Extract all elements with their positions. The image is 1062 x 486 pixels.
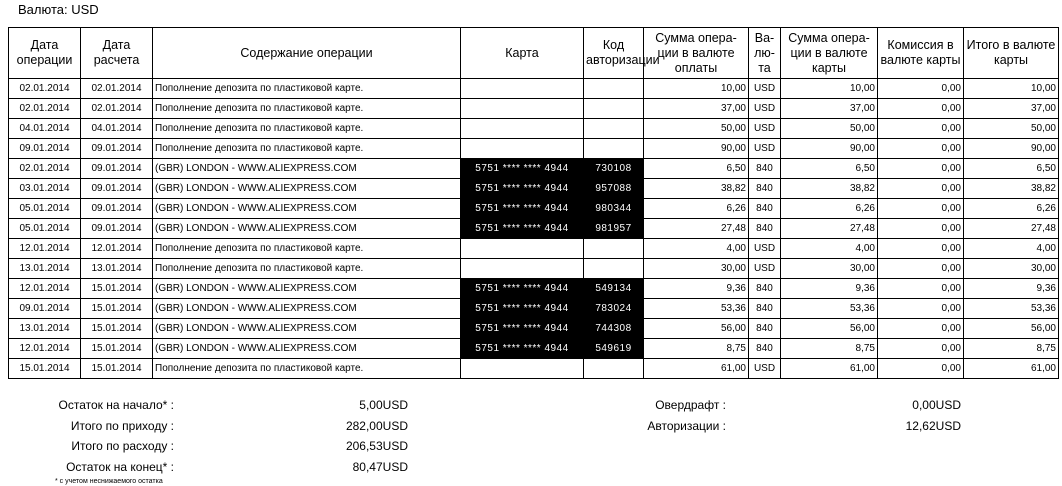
table-row [9,259,1059,279]
table-header-row [9,28,1059,79]
cell-card [461,99,584,119]
cell-currency: USD [749,99,781,119]
cell-op-date: 13.01.2014 [9,259,81,279]
cell-currency: USD [749,79,781,99]
cell-description: (GBR) LONDON - WWW.ALIEXPRESS.COM [153,199,461,219]
summary-right-row [0,416,1062,437]
cell-total: 9,36 [964,279,1059,299]
cell-description: (GBR) LONDON - WWW.ALIEXPRESS.COM [153,339,461,359]
header-description: Содержание операции [153,28,461,79]
cell-description: Пополнение депозита по пластиковой карте. [153,139,461,159]
cell-total: 56,00 [964,319,1059,339]
cell-op-date: 04.01.2014 [9,119,81,139]
cell-fee: 0,00 [878,179,964,199]
summary-left-label: Остаток на начало* : [58,398,174,412]
cell-settle-date: 15.01.2014 [81,359,153,379]
cell-description: Пополнение депозита по пластиковой карте. [153,359,461,379]
cell-total: 8,75 [964,339,1059,359]
cell-settle-date: 15.01.2014 [81,299,153,319]
cell-card: 5751 **** **** 4944 [461,319,584,339]
cell-amount-pay: 9,36 [644,279,749,299]
table-row [9,139,1059,159]
cell-amount-pay: 38,82 [644,179,749,199]
cell-fee: 0,00 [878,119,964,139]
cell-currency: USD [749,259,781,279]
cell-currency: 840 [749,199,781,219]
cell-amount-pay: 50,00 [644,119,749,139]
cell-settle-date: 09.01.2014 [81,199,153,219]
cell-description: (GBR) LONDON - WWW.ALIEXPRESS.COM [153,299,461,319]
cell-card [461,119,584,139]
header-op-date: Дата операции [9,28,81,79]
summary-right-row [0,395,1062,416]
operations-table [8,27,1059,379]
cell-currency: 840 [749,319,781,339]
cell-total: 6,26 [964,199,1059,219]
cell-card: 5751 **** **** 4944 [461,179,584,199]
cell-amount-card: 10,00 [781,79,878,99]
table-row [9,119,1059,139]
cell-amount-card: 53,36 [781,299,878,319]
cell-card [461,259,584,279]
cell-settle-date: 15.01.2014 [81,279,153,299]
cell-total: 27,48 [964,219,1059,239]
summary-right-label: Авторизации : [647,418,726,433]
cell-description: Пополнение депозита по пластиковой карте. [153,119,461,139]
header-currency: Ва-лю-та [749,28,781,79]
cell-settle-date: 09.01.2014 [81,179,153,199]
cell-amount-card: 38,82 [781,179,878,199]
cell-description: (GBR) LONDON - WWW.ALIEXPRESS.COM [153,279,461,299]
cell-currency: 840 [749,219,781,239]
cell-auth-code: 549619 [584,339,644,359]
table-row [9,99,1059,119]
cell-currency: USD [749,119,781,139]
cell-currency: 840 [749,299,781,319]
summary-left-row [0,457,1062,478]
cell-settle-date: 02.01.2014 [81,79,153,99]
cell-auth-code [584,359,644,379]
header-card: Карта [461,28,584,79]
cell-card: 5751 **** **** 4944 [461,339,584,359]
cell-op-date: 15.01.2014 [9,359,81,379]
cell-fee: 0,00 [878,359,964,379]
cell-auth-code: 980344 [584,199,644,219]
cell-amount-card: 6,50 [781,159,878,179]
summary-left-value: 5,00USD [359,398,408,412]
cell-card [461,79,584,99]
cell-amount-pay: 4,00 [644,239,749,259]
cell-currency: 840 [749,339,781,359]
cell-op-date: 03.01.2014 [9,179,81,199]
cell-currency: USD [749,239,781,259]
summary-right-value: 0,00USD [912,398,961,412]
cell-amount-pay: 90,00 [644,139,749,159]
cell-fee: 0,00 [878,339,964,359]
table-row [9,199,1059,219]
cell-total: 61,00 [964,359,1059,379]
cell-amount-pay: 53,36 [644,299,749,319]
cell-fee: 0,00 [878,299,964,319]
cell-auth-code [584,259,644,279]
cell-auth-code: 957088 [584,179,644,199]
cell-amount-pay: 10,00 [644,79,749,99]
cell-op-date: 02.01.2014 [9,159,81,179]
cell-fee: 0,00 [878,139,964,159]
cell-op-date: 12.01.2014 [9,339,81,359]
cell-total: 38,82 [964,179,1059,199]
summary-left-row [0,436,1062,457]
cell-settle-date: 09.01.2014 [81,159,153,179]
cell-card: 5751 **** **** 4944 [461,299,584,319]
table-row [9,359,1059,379]
cell-auth-code: 730108 [584,159,644,179]
table-row [9,339,1059,359]
cell-fee: 0,00 [878,199,964,219]
table-row [9,179,1059,199]
summary-right-label: Овердрафт : [655,398,726,412]
summary-left-label: Итого по расходу : [71,439,174,453]
summary-left-value: 282,00USD [345,418,408,433]
cell-auth-code [584,119,644,139]
cell-description: Пополнение депозита по пластиковой карте. [153,99,461,119]
cell-fee: 0,00 [878,279,964,299]
table-row [9,79,1059,99]
cell-auth-code: 549134 [584,279,644,299]
cell-amount-pay: 6,50 [644,159,749,179]
summary-left-label: Итого по приходу : [70,418,174,433]
cell-fee: 0,00 [878,79,964,99]
cell-amount-card: 30,00 [781,259,878,279]
header-amount-pay: Сумма опера-ции в валюте оплаты [644,28,749,79]
cell-card: 5751 **** **** 4944 [461,219,584,239]
cell-total: 6,50 [964,159,1059,179]
cell-auth-code: 744308 [584,319,644,339]
cell-amount-card: 8,75 [781,339,878,359]
cell-auth-code: 783024 [584,299,644,319]
cell-amount-card: 9,36 [781,279,878,299]
cell-amount-pay: 8,75 [644,339,749,359]
cell-currency: 840 [749,159,781,179]
cell-currency: 840 [749,179,781,199]
cell-description: (GBR) LONDON - WWW.ALIEXPRESS.COM [153,219,461,239]
cell-amount-card: 50,00 [781,119,878,139]
cell-description: (GBR) LONDON - WWW.ALIEXPRESS.COM [153,179,461,199]
cell-amount-card: 4,00 [781,239,878,259]
header-total: Итого в валюте карты [964,28,1059,79]
cell-auth-code [584,139,644,159]
cell-auth-code [584,239,644,259]
cell-op-date: 09.01.2014 [9,139,81,159]
cell-description: Пополнение депозита по пластиковой карте. [153,259,461,279]
cell-total: 37,00 [964,99,1059,119]
cell-total: 10,00 [964,79,1059,99]
cell-op-date: 13.01.2014 [9,319,81,339]
cell-fee: 0,00 [878,259,964,279]
cell-card: 5751 **** **** 4944 [461,199,584,219]
table-row [9,279,1059,299]
cell-description: Пополнение депозита по пластиковой карте. [153,239,461,259]
table-row [9,299,1059,319]
cell-op-date: 12.01.2014 [9,239,81,259]
cell-amount-pay: 30,00 [644,259,749,279]
cell-currency: USD [749,359,781,379]
cell-settle-date: 15.01.2014 [81,339,153,359]
table-row [9,239,1059,259]
cell-fee: 0,00 [878,319,964,339]
cell-card: 5751 **** **** 4944 [461,159,584,179]
cell-amount-pay: 27,48 [644,219,749,239]
summary-left-value: 206,53USD [345,439,408,453]
cell-card [461,239,584,259]
cell-amount-card: 56,00 [781,319,878,339]
summary-left-value: 80,47USD [352,459,408,474]
cell-settle-date: 15.01.2014 [81,319,153,339]
cell-card [461,139,584,159]
cell-amount-pay: 56,00 [644,319,749,339]
cell-amount-card: 6,26 [781,199,878,219]
cell-description: Пополнение депозита по пластиковой карте. [153,79,461,99]
cell-settle-date: 12.01.2014 [81,239,153,259]
cell-total: 4,00 [964,239,1059,259]
cell-currency: 840 [749,279,781,299]
cell-op-date: 12.01.2014 [9,279,81,299]
cell-description: (GBR) LONDON - WWW.ALIEXPRESS.COM [153,159,461,179]
cell-amount-card: 27,48 [781,219,878,239]
cell-op-date: 09.01.2014 [9,299,81,319]
currency-label: Валюта: USD [18,2,99,17]
summary-right-value: 12,62USD [905,418,961,433]
table-row [9,219,1059,239]
cell-amount-card: 61,00 [781,359,878,379]
cell-settle-date: 13.01.2014 [81,259,153,279]
cell-settle-date: 09.01.2014 [81,219,153,239]
cell-card: 5751 **** **** 4944 [461,279,584,299]
cell-fee: 0,00 [878,239,964,259]
header-fee: Комиссия в валюте карты [878,28,964,79]
cell-auth-code [584,79,644,99]
table-row [9,159,1059,179]
cell-settle-date: 02.01.2014 [81,99,153,119]
table-row [9,319,1059,339]
cell-currency: USD [749,139,781,159]
cell-description: (GBR) LONDON - WWW.ALIEXPRESS.COM [153,319,461,339]
cell-op-date: 05.01.2014 [9,199,81,219]
cell-amount-pay: 37,00 [644,99,749,119]
cell-op-date: 05.01.2014 [9,219,81,239]
cell-settle-date: 04.01.2014 [81,119,153,139]
cell-fee: 0,00 [878,159,964,179]
header-settle-date: Дата расчета [81,28,153,79]
cell-amount-card: 37,00 [781,99,878,119]
summary-left-label: Остаток на конец* : [66,459,174,474]
cell-total: 30,00 [964,259,1059,279]
cell-amount-card: 90,00 [781,139,878,159]
cell-amount-pay: 61,00 [644,359,749,379]
cell-total: 50,00 [964,119,1059,139]
cell-op-date: 02.01.2014 [9,99,81,119]
footnote: * с учетом неснижаемого остатка [55,478,163,485]
cell-auth-code [584,99,644,119]
cell-amount-pay: 6,26 [644,199,749,219]
cell-total: 53,36 [964,299,1059,319]
header-amount-card: Сумма опера-ции в валюте карты [781,28,878,79]
cell-op-date: 02.01.2014 [9,79,81,99]
cell-total: 90,00 [964,139,1059,159]
cell-settle-date: 09.01.2014 [81,139,153,159]
header-auth-code: Код авторизации [584,28,644,79]
summary-right [0,395,1062,436]
cell-fee: 0,00 [878,219,964,239]
cell-auth-code: 981957 [584,219,644,239]
cell-fee: 0,00 [878,99,964,119]
cell-card [461,359,584,379]
